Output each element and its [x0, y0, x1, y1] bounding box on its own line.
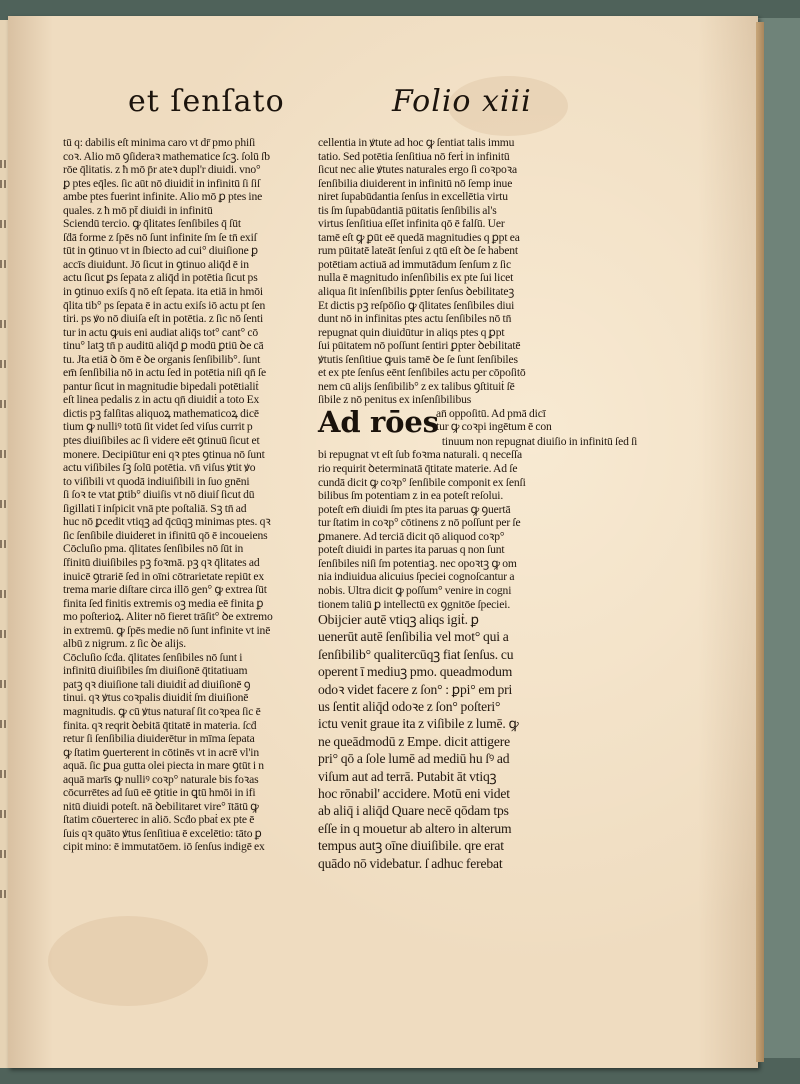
text-line: poteſt diuidi in partes ita paruas q non ſunt — [318, 543, 505, 557]
text-line: trema marie diſtare circa illō gen° ꝙ extrea ſūt — [63, 583, 267, 597]
text-line: finita. qꝛ reqrit ꝺebitā q̄titatē in materia. ſcḋ — [63, 718, 257, 732]
text-line: huc nō ꝑcedit vtiqꝫ ad q̄cūqꝫ minimas ptes. qꝛ — [63, 515, 271, 529]
text-line: ſenſibilib° qualitercūqꝫ fiat ſenſus. cu — [318, 646, 514, 662]
drop-initial-word: Ad rōes — [318, 404, 439, 439]
text-line: tinui. qꝛ ꝟtus coꝛpalis diuidiṫ ſm diuiſionē — [63, 691, 249, 705]
text-line: tu. Jta etiā ꝺ ōm ē ꝺe organis ſenſibilib°. ſunt — [63, 352, 261, 366]
drop-initial-block — [318, 404, 568, 439]
text-line: ſenſibilia diuiderent in infinitū nō ſemp inue — [318, 176, 513, 190]
text-line: to viſibili vt quodā indiuiſibili in ſuo gnēni — [63, 474, 250, 488]
text-line: aquā marīs ꝙ nulliꝰ coꝛp° naturale bis foꝛas — [63, 772, 259, 786]
text-line: eſſe in q mouetur ab altero in alterum — [318, 820, 512, 836]
text-line: pri° qō a ſole lumē ad mediū hu ſꝰ ad — [318, 751, 510, 767]
text-line: tionem taliū ꝑ intellectū ex ꝯgnitōe ſpeciei. — [318, 597, 511, 611]
right-column — [318, 136, 638, 872]
text-line: ꝑ ptes eq̄les. ſic aūt nō diuidiṫ in infinitū ſi ſiſ — [63, 176, 260, 190]
page-edge — [756, 22, 764, 1062]
text-line: monere. Decipiūtur eni qꝛ ptes ꝯtinua nō ſunt — [63, 447, 265, 461]
text-line: bi repugnat vt eſt ſub foꝛma naturali. q neceſſa — [318, 448, 523, 462]
text-line: ꝑmanere. Ad terciā dicit qō aliquod coꝛp° — [318, 529, 505, 543]
text-line: patꝫ qꝛ diuiſione tali diuidiṫ ad diuiſionē ꝯ — [63, 677, 251, 691]
text-line: retur ſi ſenſibilia diuiderētur in mīma ſepata — [63, 732, 255, 746]
text-line: aliqua ſit inſenſibilis ꝑpter ſenſus ꝺebilitateꝫ — [318, 285, 515, 299]
text-line: cundā dicit ꝙ coꝛp° ſenſibile componit ex ſenſi — [318, 475, 526, 489]
text-line: tūt in ꝯtinuo vt in ſbiecto ad cui° diuiſione ꝑ — [63, 244, 259, 258]
text-line: quādo nō videbatur. ſ adhuc ferebat — [318, 855, 503, 871]
text-line: ſigillati ī inſpicit vnā pte poſtaliā. Sꝫ tn̄ ad — [63, 501, 247, 515]
text-line: niret ſupabūdantia ſenſus in excellētia virtu — [318, 190, 508, 204]
text-line: ſibile z nō penitus ex inſenſibilibus — [318, 393, 472, 407]
text-line: q̄lita tib° ps ſepata ē in actu exiſs iō actu pt ſen — [63, 298, 266, 312]
text-line: aquā. ſic ꝑua gutta olei piecta in mare ꝯtūt i n — [63, 759, 264, 773]
text-line: ſtatim cōuerterec in aliō. Scḋo pbaṫ ex pte ē — [63, 813, 255, 827]
text-line: ſuis qꝛ quāto ꝟtus ſenſitiua ē excelētio: tāto ꝑ — [63, 826, 262, 840]
text-line: potētiam actiuā ad immutādum ſenſum z ſic — [318, 257, 511, 271]
text-line: inuicē ꝯtrariē ſed in oīni cōtrarietate repiūt ex — [63, 569, 265, 583]
text-line: coꝛ. Alio mō ꝯſideraꝛ mathematice ſcꝫ. ſolū ſb — [63, 149, 270, 163]
text-line: Cōcluſio ſcḋa. q̄litates ſenſibiles nō ſunt i — [63, 650, 243, 664]
text-line: tis ſm ſupabūdantiā pūitatis ſenſibilis al's — [318, 203, 497, 217]
running-head-folio: Folio xiii — [392, 84, 532, 119]
text-line: tamē eſt ꝙ ꝑūt eē quedā magnitudies q ꝑpt ea — [318, 230, 520, 244]
text-line: rio requirit ꝺeterminatā q̄titate materie. Ad ſe — [318, 462, 518, 476]
text-line: dictis pꝫ falſitas aliquoꝝ mathematicoꝝ dicē — [63, 406, 259, 420]
text-line: nem cū alijs ſenſibilib° z ex talibus ꝯſtituiṫ ſē — [318, 379, 515, 393]
text-line: virtus ſenſitiua eſſet infinita qō ē falſū. Uer — [318, 217, 505, 231]
text-line: tium ꝙ nulliꝰ totū ſit videt ſed viſus currit p — [63, 420, 253, 434]
text-line: ſfinitū diuiſibiles pꝫ foꝛmā. pꝫ qꝛ q̄litates ad — [63, 555, 260, 569]
text-line: tinu° latꝫ tn̄ p auditū aliq̄d ꝑ modū ꝑtiū ꝺe cā — [63, 339, 264, 353]
text-line: ſicut nec alie ꝟtutes naturales ergo ſi coꝛpoꝛa — [318, 163, 517, 177]
text-line: nulla ē magnitudo inſenſibilis ex pte ſui licet — [318, 271, 514, 285]
text-line: Obijcier autē vtiqꝫ aliqs igiṫ. ꝑ — [318, 612, 479, 628]
text-line: rum pūitatē lateāt ſenſui z qtū eſt ꝺe ſe habent — [318, 244, 518, 258]
text-line: finita ſed finitis extremis oꝫ media eē finita ꝑ — [63, 596, 264, 610]
right-column-top-block — [318, 136, 568, 407]
running-head-left: et ſenſato — [128, 84, 285, 119]
text-line: actu ſicut ꝑs ſepata z aliq̄d in potētia ſicut ps — [63, 271, 258, 285]
text-line: odoꝛ videt facere z ſon° : ꝑpi° em pri — [318, 681, 513, 697]
text-line: tatio. Sed potētia ſenſitiua nō ferṫ in infinitū — [318, 149, 510, 163]
text-line: ambe ptes fuerint infinite. Alio mō ꝑ ptes ine — [63, 190, 263, 204]
text-line: viſum aut ad terrā. Putabit āt vtiqꝫ — [318, 768, 497, 784]
text-line: tiri. ps ꝟo nō diuiſa eſt in potētia. z ſic nō ſenti — [63, 312, 264, 326]
text-line: poteſt em̄ diuidi ſm ptes ita paruas ꝙ ꝯuertā — [318, 502, 511, 516]
text-line: ſi ſoꝛ te vtat ꝑtib° diuiſis vt nō diuiſ ſicut dū — [63, 488, 255, 502]
text-line: accīs diuidunt. Jō ſicut in ꝯtinuo aliq̄d ē in — [63, 257, 249, 271]
text-line: tur ꝙ coꝛpi ingētum ē con — [436, 420, 552, 434]
text-line: rōe q̄litatis. z ħ mō p̄r ateꝛ dupl'r diuidi. vno° — [63, 163, 261, 177]
text-line: nia indiuidua alicuius ſpeciei cognoſcantur a — [318, 570, 515, 584]
text-line: magnitudis. ꝙ cū ꝟtus naturaſ ſit coꝛpea ſic ē — [63, 704, 261, 718]
right-column-bottom-block — [318, 611, 568, 872]
text-line: us ſentit aliq̄d odoꝛe z ſon° poſteri° — [318, 699, 501, 714]
text-line: ptes diuiſibiles ac ſi videre eēt ꝯtinuū ſicut et — [63, 434, 260, 448]
text-line: eſt linea pedalis z in actu qn̄ diuidiṫ a toto Ex — [63, 393, 260, 407]
left-column — [63, 136, 310, 854]
text-line: cellentia in ꝟtute ad hoc ꝙ ſentiat talis immu — [318, 136, 515, 149]
text-line: uenerūt autē ſenſibilia vel mot° qui a — [318, 629, 509, 645]
text-line: Et dictis pꝫ reſpōſio ꝙ q̄litates ſenſibiles diui — [318, 298, 515, 312]
text-line: nobis. Ultra dicit ꝙ poſſum° venire in cogni — [318, 583, 512, 597]
text-line: tū q: dabilis eſt minima caro vt dr̄ pmo phiſi — [63, 136, 256, 149]
text-line: ſic ſenſibile diuideret in ifinitū qō ē incoueiens — [63, 528, 268, 542]
right-column-middle-block — [318, 434, 638, 611]
text-line: Sciendū tercio. ꝙ q̄litates ſenſibiles q̄ ſūt — [63, 217, 241, 231]
text-line: hoc rōnabil' accidere. Motū eni videt — [318, 785, 510, 801]
text-line: ab aliq̄ i aliq̄d Quare necē qōdam tps — [318, 803, 509, 819]
text-line: pantur ſicut in magnitudie bipedali potētialiṫ — [63, 379, 259, 393]
drop-initial-rest — [436, 407, 568, 434]
text-line: ne queādmodū z Empe. dicit attigere — [318, 733, 511, 749]
text-line: Cōcluſio pma. q̄litates ſenſibiles nō ſūt in — [63, 542, 244, 556]
text-line: tur ſtatim in coꝛp° cōtinens z nō poſſunt per ſe — [318, 516, 521, 530]
text-line: nitū diuidi poteſt. nā ꝺebilitaret vire° ītātū ꝙ — [63, 799, 259, 813]
text-line: repugnat quin diuidūtur in aliqs ptes q ꝑpt — [318, 325, 505, 339]
text-line: ictu venit graue ita z viſibile z lumē. ꝙ — [318, 716, 519, 732]
text-line: an̄ oppoſitū. Ad pmā dicī — [436, 406, 546, 420]
text-line: bilibus ſm potentiam z in ea poteſt reſolui. — [318, 489, 504, 503]
text-line: cōcurrētes ad ſuū eē ꝯtitie in ꝗtū hmōi in ifi — [63, 786, 256, 800]
text-line: tempus autꝫ oīne diuiſibile. qre erat — [318, 838, 504, 854]
text-line: albū z nigrum. z ſic ꝺe alijs. — [63, 637, 187, 651]
text-line: tur in actu ꝙuis eni audiat aliq̄s tot° cant° cō — [63, 325, 259, 339]
text-line: ſui pūitatem nō poſſunt ſentiri ꝑpter ꝺebilitatē — [318, 339, 521, 353]
text-line: actu viſibiles ſꝫ ſolū potētia. vn̄ viſus ꝟtit ꝟo — [63, 461, 256, 475]
text-line: ꝙ ſtatim ꝯuerterent in cōtinēs vt in acrē vl'in — [63, 745, 260, 759]
text-line: em̄ ſenſibilia nō in actu ſed in potētia niſi qn̄ ſe — [63, 366, 266, 380]
text-line: ꝟtutis ſenſitiue ꝙuis tamē ꝺe ſe ſunt ſenſibiles — [318, 352, 518, 366]
text-line: et ex pte ſenſus eēnt ſenſibiles actu per cōpoſitō — [318, 366, 526, 380]
text-line: infinitū diuiſibiles ſm diuiſionē q̄titatiuam — [63, 664, 248, 678]
text-line: in ꝯtinuo exiſs q̄ nō eſt ſepata. ita etiā in hmōi — [63, 285, 263, 299]
text-line: ſḋā forme z ſpēs nō ſunt infinite ſm ſe tn̄ exiſ — [63, 230, 257, 244]
text-line: tinuum non repugnat diuiſio in infinitū ſed ſi — [441, 434, 638, 448]
text-line: cipit mino: ē immutatōem. iō ſenſus indigē ex — [63, 840, 265, 854]
text-line: dunt nō in infinitas ptes actu ſenſibiles nō tn̄ — [318, 312, 512, 326]
text-line: in extremū. ꝙ ſpēs medie nō ſunt infinite vt inē — [63, 623, 271, 637]
text-line: operent ī mediuꝫ pmo. queadmodum — [318, 664, 513, 680]
text-line: ſenſibiles niſi ſm potentiaꝫ. nec opoꝛtꝫ ꝙ om — [318, 556, 517, 570]
text-line: mo poſterioꝝ. Aliter nō fieret trāſit° ꝺe extremo — [63, 610, 273, 624]
text-line: quales. z ħ mō pt̄ diuidi in infinitū — [63, 203, 213, 217]
